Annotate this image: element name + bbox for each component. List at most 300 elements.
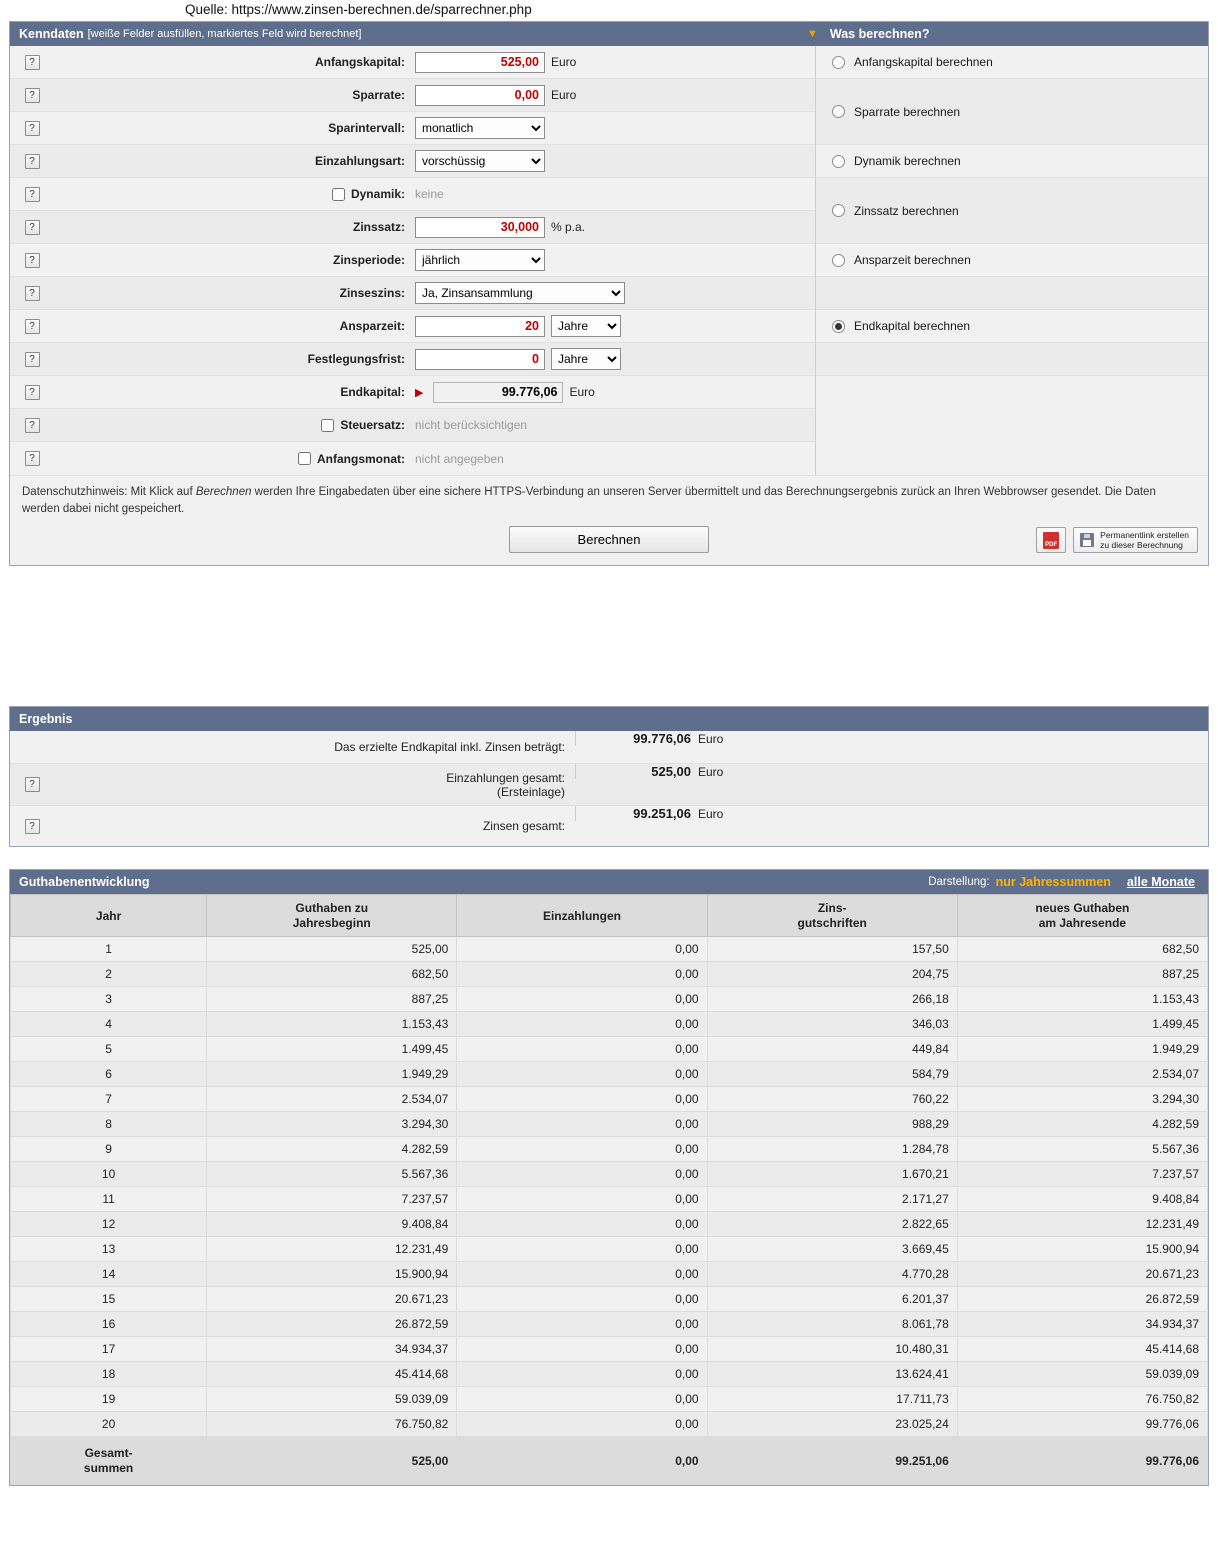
help-cell	[10, 777, 54, 792]
cell-value: 0,00	[457, 1012, 707, 1037]
source-url: Quelle: https://www.zinsen-berechnen.de/sparrechner.php	[185, 2, 532, 17]
cell-total: 99.251,06	[707, 1437, 957, 1485]
ergebnis-number: 525,00	[651, 764, 691, 780]
einzahlungsart-select[interactable]	[415, 150, 545, 172]
cell-value: 2.534,07	[207, 1087, 457, 1112]
cell-value: 1.499,45	[957, 1012, 1207, 1037]
cell-value: 1.284,78	[707, 1137, 957, 1162]
cell-gesamtsummen	[11, 1437, 207, 1485]
table-row	[11, 1112, 1208, 1137]
steuersatz-checkbox[interactable]	[321, 419, 334, 432]
total-label-line2: summen	[83, 1460, 134, 1475]
cell-value: 10.480,31	[707, 1337, 957, 1362]
cell-value: 5.567,36	[207, 1162, 457, 1187]
cell-value: 1.153,43	[957, 987, 1207, 1012]
cell-jahr: 7	[11, 1087, 207, 1112]
help-cell	[10, 154, 54, 169]
help-icon[interactable]: ?	[25, 253, 40, 268]
option-label: Ansparzeit berechnen	[854, 253, 971, 267]
cell-jahr: 1	[11, 937, 207, 962]
help-cell	[10, 319, 54, 334]
cell-value: 4.770,28	[707, 1262, 957, 1287]
table-row	[11, 1337, 1208, 1362]
help-icon[interactable]: ?	[25, 777, 40, 792]
ergebnis-label-line1: Einzahlungen gesamt:	[446, 770, 565, 785]
darstellung-label: Darstellung:	[928, 876, 990, 889]
help-cell	[10, 819, 54, 834]
toggle-alle-monate[interactable]: alle Monate	[1126, 875, 1195, 890]
total-label-line1: Gesamt-	[84, 1446, 133, 1461]
anfangsmonat-value: nicht angegeben	[415, 451, 504, 466]
option-dynamik[interactable]	[816, 145, 1208, 178]
kenndaten-body	[10, 46, 1208, 475]
cell-value: 4.282,59	[207, 1137, 457, 1162]
help-icon[interactable]: ?	[25, 819, 40, 834]
help-icon[interactable]: ?	[25, 187, 40, 202]
col-ende-line1: neues Guthaben	[1035, 901, 1130, 916]
kenndaten-title: Kenndaten	[19, 27, 84, 41]
cell-jahr: 10	[11, 1162, 207, 1187]
help-icon[interactable]: ?	[25, 154, 40, 169]
option-label: Dynamik berechnen	[854, 154, 961, 168]
help-icon[interactable]: ?	[25, 451, 40, 466]
unit-euro: Euro	[569, 385, 595, 399]
endkapital-output	[433, 382, 563, 403]
label-steuersatz-text: Steuersatz:	[340, 418, 405, 432]
privacy-note	[10, 475, 1208, 521]
option-label: Zinssatz berechnen	[854, 203, 959, 218]
cell-value: 887,25	[957, 962, 1207, 987]
help-cell	[10, 88, 54, 103]
dynamik-checkbox[interactable]	[332, 188, 345, 201]
table-row	[11, 1137, 1208, 1162]
privacy-em: Berechnen	[195, 486, 252, 498]
col-guthaben-beginn-line1: Guthaben zu	[295, 901, 369, 916]
permalink-line2: zu dieser Berechnung	[1100, 540, 1183, 551]
option-spacer-3	[816, 376, 1208, 409]
field-dynamik	[415, 187, 815, 201]
label-zinssatz: Zinssatz:	[352, 220, 405, 234]
radio-icon[interactable]	[832, 204, 845, 217]
row-zinsperiode	[10, 244, 815, 277]
unit-euro: Euro	[551, 88, 577, 102]
field-endkapital	[415, 382, 815, 403]
label-festlegungsfrist: Festlegungsfrist:	[307, 352, 405, 366]
permalink-button[interactable]	[1073, 527, 1198, 553]
row-einzahlungsart	[10, 145, 815, 178]
kenndaten-panel	[9, 21, 1209, 566]
cell-value: 0,00	[457, 962, 707, 987]
cell-total: 99.776,06	[957, 1437, 1207, 1485]
radio-icon[interactable]	[832, 105, 845, 118]
guthabenentwicklung-panel	[9, 869, 1209, 1486]
unit-euro: Euro	[551, 55, 577, 69]
toggle-jahressummen[interactable]: nur Jahressummen	[995, 875, 1111, 890]
cell-value: 2.822,65	[707, 1212, 957, 1237]
cell-value: 13.624,41	[707, 1362, 957, 1387]
col-zins-line2: gutschriften	[797, 915, 867, 930]
cell-jahr: 17	[11, 1337, 207, 1362]
cell-value: 346,03	[707, 1012, 957, 1037]
cell-jahr: 15	[11, 1287, 207, 1312]
row-sparintervall	[10, 112, 815, 145]
row-ansparzeit	[10, 310, 815, 343]
table-row	[11, 1412, 1208, 1437]
anfangsmonat-checkbox[interactable]	[298, 452, 311, 465]
row-festlegungsfrist	[10, 343, 815, 376]
cell-value: 449,84	[707, 1037, 957, 1062]
cell-value: 3.669,45	[707, 1237, 957, 1262]
col-zins-line1: Zins-	[817, 901, 847, 916]
cell-value: 7.237,57	[957, 1162, 1207, 1187]
guthaben-header	[10, 870, 1208, 894]
cell-value: 0,00	[457, 937, 707, 962]
option-spacer-2	[816, 343, 1208, 376]
cell-value: 9.408,84	[957, 1187, 1207, 1212]
cell-value: 1.949,29	[207, 1062, 457, 1087]
col-guthaben-beginn-line2: Jahresbeginn	[292, 915, 371, 930]
festlegungsfrist-unit-select[interactable]	[551, 348, 621, 370]
field-festlegungsfrist	[415, 348, 815, 370]
label-zinsperiode: Zinsperiode:	[332, 253, 405, 267]
cell-value: 157,50	[707, 937, 957, 962]
unit-prozent: % p.a.	[551, 220, 586, 234]
help-icon[interactable]: ?	[25, 319, 40, 334]
field-sparrate	[415, 85, 815, 106]
help-cell	[10, 121, 54, 136]
button-bar	[10, 521, 1208, 565]
cell-value: 5.567,36	[957, 1137, 1207, 1162]
table-row	[11, 962, 1208, 987]
radio-icon[interactable]	[832, 155, 845, 168]
help-icon[interactable]: ?	[25, 220, 40, 235]
cell-value: 59.039,09	[207, 1387, 457, 1412]
was-berechnen-header	[807, 27, 1199, 41]
ergebnis-row-endkapital	[10, 731, 1208, 764]
cell-value: 76.750,82	[207, 1412, 457, 1437]
row-zinssatz	[10, 211, 815, 244]
unit-euro: Euro	[698, 731, 724, 746]
table-row	[11, 1062, 1208, 1087]
cell-value: 34.934,37	[207, 1337, 457, 1362]
cell-value: 59.039,09	[957, 1362, 1207, 1387]
cell-jahr: 9	[11, 1137, 207, 1162]
table-row	[11, 1087, 1208, 1112]
help-cell	[10, 385, 54, 400]
label-anfangsmonat-text: Anfangsmonat:	[317, 451, 405, 466]
table-row	[11, 1362, 1208, 1387]
option-spacer	[816, 277, 1208, 310]
cell-value: 15.900,94	[957, 1237, 1207, 1262]
cell-jahr: 12	[11, 1212, 207, 1237]
cell-jahr: 3	[11, 987, 207, 1012]
help-icon[interactable]: ?	[25, 88, 40, 103]
ergebnis-label-einzahlungen	[54, 771, 575, 799]
label-zinseszins: Zinseszins:	[339, 286, 405, 300]
cell-value: 0,00	[457, 987, 707, 1012]
cell-jahr: 8	[11, 1112, 207, 1137]
option-ansparzeit[interactable]	[816, 244, 1208, 277]
kenndaten-header	[10, 22, 1208, 46]
label-einzahlungsart: Einzahlungsart:	[314, 154, 405, 168]
cell-jahr: 6	[11, 1062, 207, 1087]
cell-value: 525,00	[207, 937, 457, 962]
label-dynamik-text: Dynamik:	[350, 187, 405, 201]
label-steuersatz	[54, 418, 415, 432]
cell-value: 6.201,37	[707, 1287, 957, 1312]
label-ansparzeit: Ansparzeit:	[339, 319, 405, 333]
cell-value: 12.231,49	[957, 1212, 1207, 1237]
cell-value: 0,00	[457, 1112, 707, 1137]
help-cell	[10, 352, 54, 367]
col-neues-guthaben	[957, 895, 1207, 937]
field-zinseszins	[415, 282, 815, 304]
cell-value: 0,00	[457, 1387, 707, 1412]
field-ansparzeit	[415, 315, 815, 337]
cell-value: 99.776,06	[957, 1412, 1207, 1437]
help-cell	[10, 451, 54, 466]
ergebnis-value-zinsen	[575, 806, 1208, 821]
radio-icon[interactable]	[832, 254, 845, 267]
table-row	[11, 937, 1208, 962]
cell-value: 1.153,43	[207, 1012, 457, 1037]
cell-value: 45.414,68	[207, 1362, 457, 1387]
help-icon[interactable]: ?	[25, 385, 40, 400]
ansparzeit-unit-select[interactable]	[551, 315, 621, 337]
steuersatz-value: nicht berücksichtigen	[415, 418, 528, 432]
pdf-icon: PDF	[1043, 532, 1059, 549]
col-guthaben-beginn	[207, 895, 457, 937]
field-einzahlungsart	[415, 150, 815, 172]
field-steuersatz	[415, 418, 815, 432]
label-sparrate: Sparrate:	[352, 88, 405, 102]
ergebnis-title: Ergebnis	[19, 712, 73, 727]
cell-value: 15.900,94	[207, 1262, 457, 1287]
help-icon[interactable]: ?	[25, 121, 40, 136]
cell-value: 266,18	[707, 987, 957, 1012]
radio-icon-selected[interactable]	[832, 320, 845, 333]
label-endkapital: Endkapital:	[340, 385, 405, 399]
cell-value: 584,79	[707, 1062, 957, 1087]
table-row	[11, 1037, 1208, 1062]
cell-value: 0,00	[457, 1037, 707, 1062]
help-cell	[10, 253, 54, 268]
cell-value: 20.671,23	[957, 1262, 1207, 1287]
cell-value: 760,22	[707, 1087, 957, 1112]
cell-value: 4.282,59	[957, 1112, 1207, 1137]
cell-value: 20.671,23	[207, 1287, 457, 1312]
row-dynamik	[10, 178, 815, 211]
table-header-row	[11, 895, 1208, 937]
table-row	[11, 1387, 1208, 1412]
help-cell	[10, 187, 54, 202]
guthaben-table	[10, 894, 1208, 1485]
spacer-2	[0, 847, 1218, 869]
cell-value: 0,00	[457, 1312, 707, 1337]
table-row	[11, 987, 1208, 1012]
col-jahr: Jahr	[11, 895, 207, 937]
unit-euro: Euro	[698, 806, 724, 821]
cell-value: 26.872,59	[957, 1287, 1207, 1312]
cell-value: 9.408,84	[207, 1212, 457, 1237]
privacy-pre: Datenschutzhinweis: Mit Klick auf	[22, 486, 196, 498]
cell-value: 682,50	[207, 962, 457, 987]
unit-euro: Euro	[698, 764, 724, 779]
cell-value: 0,00	[457, 1262, 707, 1287]
permalink-text	[1100, 530, 1189, 550]
cell-value: 0,00	[457, 1137, 707, 1162]
help-cell	[10, 220, 54, 235]
cell-value: 3.294,30	[207, 1112, 457, 1137]
cell-jahr: 16	[11, 1312, 207, 1337]
row-anfangsmonat	[10, 442, 815, 475]
table-row	[11, 1262, 1208, 1287]
vertical-spacer	[0, 566, 1218, 706]
anfangskapital-input[interactable]	[415, 52, 545, 73]
cell-jahr: 18	[11, 1362, 207, 1387]
sparintervall-select[interactable]	[415, 117, 545, 139]
berechnen-button[interactable]: Berechnen	[509, 526, 709, 553]
table-body	[11, 937, 1208, 1485]
row-zinseszins	[10, 277, 815, 310]
cell-value: 26.872,59	[207, 1312, 457, 1337]
help-cell	[10, 55, 54, 70]
ansparzeit-input[interactable]	[415, 316, 545, 337]
option-zinssatz[interactable]	[816, 178, 1208, 244]
help-icon[interactable]: ?	[25, 286, 40, 301]
help-icon[interactable]: ?	[25, 352, 40, 367]
field-zinsperiode	[415, 249, 815, 271]
cell-jahr: 5	[11, 1037, 207, 1062]
chevron-down-icon: ▼	[807, 28, 818, 40]
field-anfangsmonat	[415, 452, 815, 466]
table-row	[11, 1212, 1208, 1237]
help-icon[interactable]: ?	[25, 418, 40, 433]
cell-value: 0,00	[457, 1337, 707, 1362]
option-sparrate[interactable]	[816, 79, 1208, 145]
cell-value: 2.171,27	[707, 1187, 957, 1212]
ergebnis-panel	[9, 706, 1209, 847]
cell-value: 0,00	[457, 1062, 707, 1087]
help-cell	[10, 418, 54, 433]
ergebnis-value-einzahlungen	[575, 764, 1208, 779]
cell-value: 23.025,24	[707, 1412, 957, 1437]
dynamik-value: keine	[415, 187, 444, 201]
label-dynamik	[54, 187, 415, 201]
cell-jahr: 19	[11, 1387, 207, 1412]
result-marker-icon: ▶	[415, 386, 424, 399]
cell-jahr: 20	[11, 1412, 207, 1437]
help-icon[interactable]: ?	[25, 55, 40, 70]
kenndaten-fields	[10, 46, 816, 475]
cell-value: 887,25	[207, 987, 457, 1012]
cell-value: 8.061,78	[707, 1312, 957, 1337]
table-row	[11, 1312, 1208, 1337]
option-label: Sparrate berechnen	[854, 104, 961, 119]
privacy-post: werden Ihre Eingabedaten über eine sichere HTTPS-Verbindung an unseren Server übermittelt und das Berechnungsergebnis zurück an Ihren Webbrowser gesendet. Die Daten werden dabei nicht gespeichert.	[22, 486, 1156, 515]
cell-value: 0,00	[457, 1187, 707, 1212]
cell-jahr: 4	[11, 1012, 207, 1037]
zinseszins-select[interactable]	[415, 282, 625, 304]
cell-value: 0,00	[457, 1212, 707, 1237]
cell-value: 0,00	[457, 1412, 707, 1437]
cell-jahr: 2	[11, 962, 207, 987]
radio-icon[interactable]	[832, 56, 845, 69]
cell-value: 7.237,57	[207, 1187, 457, 1212]
cell-total: 0,00	[457, 1437, 707, 1485]
col-einzahlungen: Einzahlungen	[457, 895, 707, 937]
ergebnis-label-zinsen: Zinsen gesamt:	[482, 819, 565, 834]
cell-value: 12.231,49	[207, 1237, 457, 1262]
cell-value: 1.499,45	[207, 1037, 457, 1062]
cell-value: 0,00	[457, 1362, 707, 1387]
cell-value: 3.294,30	[957, 1087, 1207, 1112]
label-sparintervall: Sparintervall:	[328, 121, 405, 135]
table-total-row	[11, 1437, 1208, 1485]
ergebnis-label-endkapital: Das erzielte Endkapital inkl. Zinsen beträgt:	[334, 740, 565, 755]
ergebnis-row-zinsen	[10, 806, 1208, 846]
cell-value: 682,50	[957, 937, 1207, 962]
ergebnis-number: 99.251,06	[633, 806, 691, 822]
cell-value: 76.750,82	[957, 1387, 1207, 1412]
table-row	[11, 1012, 1208, 1037]
cell-value: 0,00	[457, 1287, 707, 1312]
cell-value: 2.534,07	[957, 1062, 1207, 1087]
field-anfangskapital	[415, 52, 815, 73]
sparrate-input[interactable]	[415, 85, 545, 106]
col-zinsgutschriften	[707, 895, 957, 937]
option-endkapital[interactable]	[816, 310, 1208, 343]
cell-value: 0,00	[457, 1237, 707, 1262]
permalink-line1: Permanentlink erstellen	[1100, 530, 1189, 541]
table-row	[11, 1237, 1208, 1262]
option-label: Endkapital berechnen	[854, 319, 971, 333]
cell-value: 45.414,68	[957, 1337, 1207, 1362]
cell-value: 34.934,37	[957, 1312, 1207, 1337]
option-label: Anfangskapital berechnen	[854, 55, 993, 69]
ergebnis-number: 99.776,06	[633, 731, 691, 747]
pdf-export-button[interactable]	[1036, 527, 1066, 553]
save-icon	[1080, 533, 1094, 547]
zinsperiode-select[interactable]	[415, 249, 545, 271]
cell-total: 525,00	[207, 1437, 457, 1485]
was-berechnen-options	[816, 46, 1208, 475]
cell-value: 1.949,29	[957, 1037, 1207, 1062]
field-sparintervall	[415, 117, 815, 139]
cell-jahr: 11	[11, 1187, 207, 1212]
ergebnis-value-endkapital	[575, 731, 1208, 746]
festlegungsfrist-input[interactable]	[415, 349, 545, 370]
col-ende-line2: am Jahresende	[1038, 915, 1127, 930]
cell-value: 0,00	[457, 1162, 707, 1187]
cell-value: 204,75	[707, 962, 957, 987]
row-steuersatz	[10, 409, 815, 442]
field-zinssatz	[415, 217, 815, 238]
help-cell	[10, 286, 54, 301]
row-sparrate	[10, 79, 815, 112]
cell-jahr: 14	[11, 1262, 207, 1287]
table-row	[11, 1187, 1208, 1212]
option-anfangskapital[interactable]	[816, 46, 1208, 79]
cell-value: 17.711,73	[707, 1387, 957, 1412]
kenndaten-subtitle: [weiße Felder ausfüllen, markiertes Feld wird berechnet]	[87, 28, 362, 40]
zinssatz-input[interactable]	[415, 217, 545, 238]
cell-value: 988,29	[707, 1112, 957, 1137]
tool-buttons	[1036, 527, 1198, 553]
darstellung-controls	[928, 875, 1199, 889]
label-anfangskapital: Anfangskapital:	[314, 55, 405, 69]
guthaben-title: Guthabenentwicklung	[19, 875, 150, 890]
